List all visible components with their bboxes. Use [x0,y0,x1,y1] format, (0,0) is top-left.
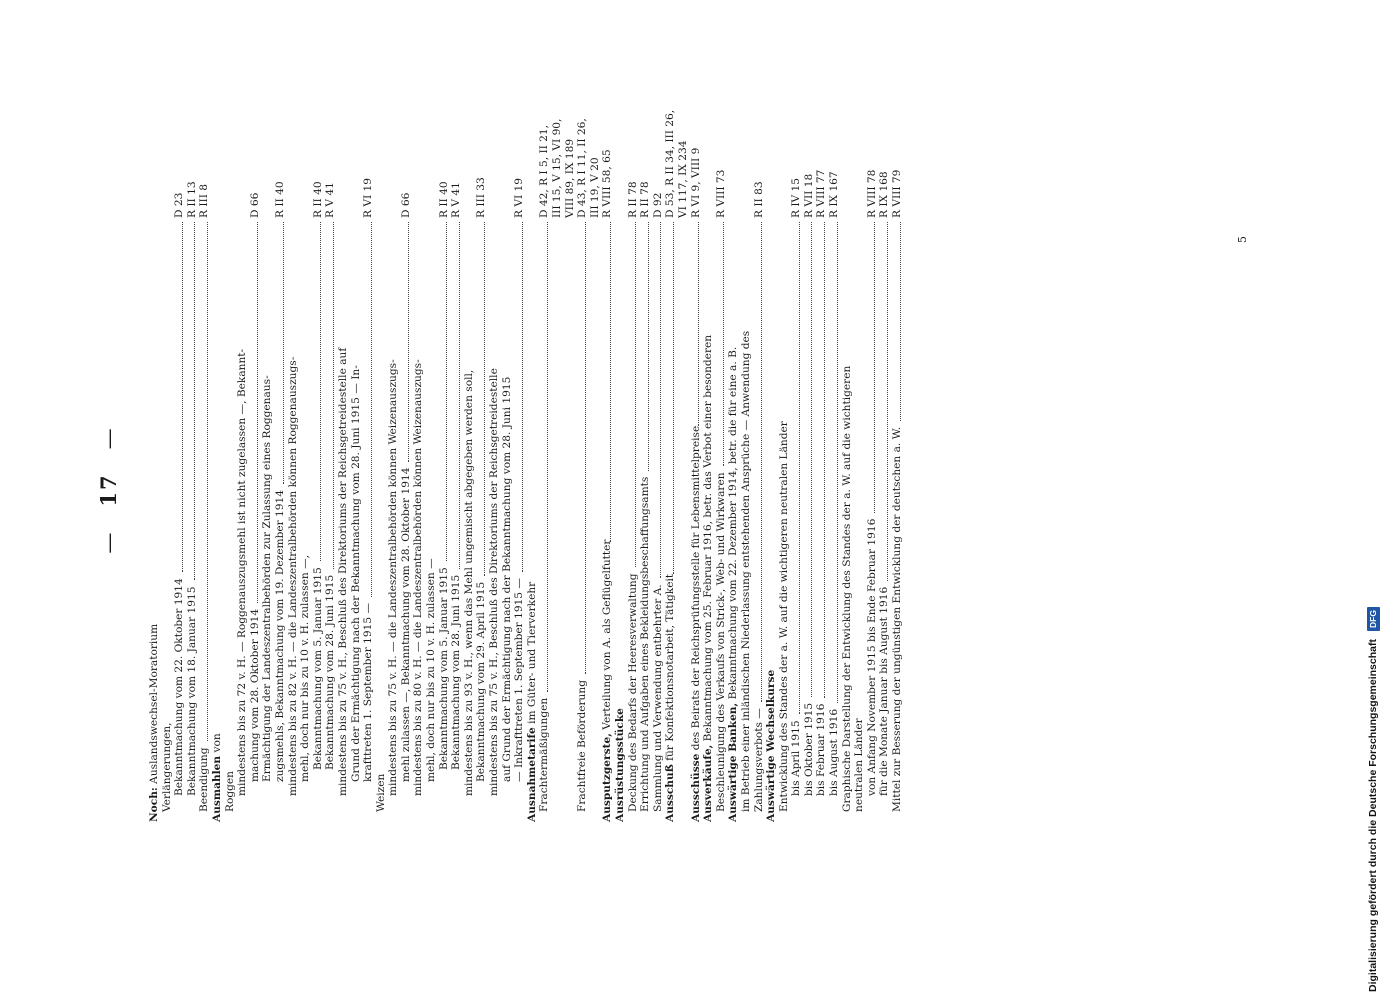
index-entry-text: Auslandswechsel-Moratorium [148,623,160,788]
index-entry [702,222,715,822]
page-reference: R VII 18 [802,173,815,218]
index-entry-text: Bekanntmachung vom 29. April 1915 [475,581,488,782]
index-entry [841,222,854,822]
page-reference [211,90,224,222]
page-reference: III 15, V 15, VI 90, [551,118,563,218]
index-entry-text: krafttreten 1. September 1915 — [362,602,375,782]
index-keyword: Ausschuß [664,764,677,822]
page-reference [765,90,778,222]
dot-leader [824,222,825,698]
page-reference: R II 40 [273,181,286,218]
index-entry-text: im Betrieb einer inländischen Niederlassung entstehenden Ansprüche — Anwendung des [739,330,752,812]
dfg-note [1364,8,1382,992]
page-reference: R V 41 [324,182,337,218]
dot-leader [194,222,195,581]
dot-leader [257,222,258,603]
page-reference: VIII 89, IX 189 [563,138,576,218]
index-entry [727,222,740,822]
page-reference: R IX 167 [828,171,841,218]
dot-leader [648,222,649,471]
page-reference [526,90,539,222]
page-reference: R IV 15 [790,177,803,218]
index-entry-text: Weizen [374,773,387,812]
index-keyword: Ausmahlen [210,755,223,822]
index-entry [715,222,728,822]
page-reference: D 53, R II 34, III 26, [664,109,677,218]
dfg-logo: DFG [1367,607,1380,631]
index-entry [198,222,211,822]
index-entry-continuation [677,222,690,822]
dot-leader [522,222,523,572]
index-entry [790,222,803,822]
page-reference: D 92 [651,192,664,218]
index-entry [299,222,312,822]
index-entry [450,222,463,822]
index-entry-text: mindestens bis zu 80 v. H. — die Landeszentralbehörden können Weizenauszugs- [412,359,425,796]
index-keyword: Ausnahmetarife [525,727,538,822]
index-entry [274,222,287,822]
index-entry-text: Verteilung von A. als Geflügelfutter [601,539,614,734]
page-reference: R II 78 [639,181,652,218]
page-reference: R VIII 77 [815,169,828,218]
page-reference: VI 117, IX 234 [676,140,689,218]
page-reference [614,90,627,222]
index-entry [236,222,249,822]
index-entry-text: Beschleunigung des Verkaufs von Strick-, Web- und Wirkwaren [714,472,727,812]
index-entry [312,222,325,822]
dot-leader [673,222,674,574]
index-entry-continuation [564,222,577,822]
dot-leader [900,222,901,421]
index-entry [891,222,904,822]
index-entry-text: Mittel zur Besserung der ungünstigen Entwicklung der deutschen a. W. [891,426,904,812]
dot-leader [585,222,586,674]
page-reference [702,90,715,222]
index-entry [878,222,891,822]
index-entry [224,222,237,822]
page-reference [236,90,249,222]
index-entry-text: Bekanntmachung vom 28. Juni 1915 [450,574,463,770]
page-reference [740,90,753,222]
dot-leader [837,222,838,703]
page-reference: R VIII 73 [714,169,727,218]
index-entry [866,222,879,822]
page-number [96,400,121,580]
index-entry [375,222,388,822]
index-entry-text: machung vom 28. Oktober 1914 [248,608,261,782]
dot-leader [761,222,762,702]
dot-leader [371,222,372,597]
index-entry-text: mindestens bis zu 75 v. H., Beschluß des Direktoriums der Reichsgetreidestelle auf [336,347,349,796]
index-entry-continuation [551,222,564,822]
page-reference: D 23 [173,192,186,218]
dot-leader [484,222,485,576]
index-entry-text: mindestens bis zu 75 v. H., Beschluß des Direktoriums der Reichsgetreidestelle [488,368,501,796]
index-entry [652,222,665,822]
index-entry-text: Beendigung [198,747,211,812]
page-number-dash-left: — [97,530,121,554]
index-entry-text: bis April 1915 [790,720,803,796]
index-entry [538,222,551,822]
index-entry [412,222,425,822]
index-entry [576,222,589,822]
index-entry-text: für die Monate Januar bis August 1916 [878,586,891,796]
dot-leader [283,222,284,484]
page-reference: D 43, R I 11, II 26, [576,118,589,218]
page-reference [161,90,174,222]
page-reference [425,90,438,222]
index-entry-text: für Konfektionsnotarbeit, Tätigkeit [664,573,677,765]
page-reference: R V 41 [450,182,463,218]
page-reference [224,90,237,222]
index-keyword: Ausschüsse [689,753,702,822]
page-reference [727,90,740,222]
page-reference [261,90,274,222]
index-entry [765,222,778,822]
index-entry-text: Deckung des Bedarfs der Heeresverwaltung [626,573,639,812]
page-reference: R II 40 [437,181,450,218]
dot-leader [610,222,611,542]
index-entry [362,222,375,822]
page-reference: R IX 168 [878,171,891,218]
index-entry-text: Bekanntmachung vom 22. Dezember 1914, betr. die für eine a. B. [727,346,740,703]
dot-leader [698,222,699,426]
dot-leader [811,222,812,697]
index-entry [614,222,627,822]
dot-leader [660,222,661,578]
index-entry-text: Bekanntmachung vom 18. Januar 1915 [185,586,198,796]
page-reference: R VIII 58, 65 [601,149,614,218]
index-entry [475,222,488,822]
index-entry-text: auf Grund der Ermächtigung nach der Bekanntmachung vom 28. Juni 1915 [500,376,513,782]
index-entry-text: bis Februar 1916 [815,703,828,796]
dot-leader [446,222,447,561]
page-reference [375,90,388,222]
index-entry [853,222,866,822]
page-reference [778,90,791,222]
index-entry-text: mehl zulassen —, Bekanntmachung vom 28. Oktober 1914 [399,467,412,782]
index-entry [337,222,350,822]
index-entry-text: Bekanntmachung vom 5. Januar 1915 [311,567,324,770]
index-entry-text: von Anfang November 1915 bis Ende Februar 1916 [865,518,878,796]
index-entry [815,222,828,822]
dot-leader [408,222,409,462]
index-entry-text: bis August 1916 [828,708,841,796]
dot-leader [874,222,875,513]
page-number-dash-right: — [97,426,121,450]
index-entry [753,222,766,822]
index-entry [350,222,363,822]
index-entry-text: Ermächtigung der Landeszentralbehörden zur Zulassung eines Roggenaus- [261,375,274,782]
page-reference [841,90,854,222]
page-reference [501,90,514,222]
index-entry [211,222,224,822]
index-entry [627,222,640,822]
index-entry-text: bis Oktober 1915 [802,702,815,796]
page-reference: R VI 19 [513,177,526,218]
index-entry-text: Sammlung und Verwendung entbehrter A. [651,584,664,812]
dot-leader [320,222,321,561]
index-entry [173,222,186,822]
index-entry [324,222,337,822]
index-entry-text: Entwicklung des Standes der a. W. auf die wichtigeren neutralen Länder [777,421,790,812]
page-reference [488,90,501,222]
page-reference: III 19, V 20 [588,157,601,218]
index-entry [828,222,841,822]
dot-leader [207,222,208,741]
page-reference: R VI 9, VIII 9 [689,147,702,218]
page-reference: D 66 [399,192,412,218]
index-entry [488,222,501,822]
index-entry [249,222,262,822]
index-entry-text: Bekanntmachung vom 28. Juni 1915 [324,574,337,770]
page-reference: R II 78 [626,181,639,218]
dot-leader [635,222,636,568]
index-entry-text: Graphische Darstellung der Entwicklung des Standes der a. W. auf die wichtigeren [840,365,853,812]
index-reference-column [148,90,904,222]
index-entry-text: Frachtfreie Beförderung [576,680,589,812]
index-entry [664,222,677,822]
footer-number: 5 [1236,236,1249,243]
index-entry [148,222,161,822]
page-reference [287,90,300,222]
index-entry-text: mindestens bis zu 72 v. H. — Roggenauszugsmehl ist nicht zugelassen —, Bekannt- [236,348,249,796]
index-entry [526,222,539,822]
dot-leader [887,222,888,581]
dfg-note-text: Digitalisierung gefördert durch die Deutsche Forschungsgemeinschaft [1367,639,1379,992]
index-entry [778,222,791,822]
page-reference: R III 33 [475,177,488,218]
index-entry-text: Bekanntmachung vom 5. Januar 1915 [437,567,450,770]
page-reference [387,90,400,222]
index-entry [287,222,300,822]
index-entry-text: des Beirats der Reichsprüfungsstelle für Lebensmittelpreise [689,425,702,754]
page-reference: R VIII 79 [891,169,904,218]
index-entry [513,222,526,822]
index-entry [639,222,652,822]
dot-leader [182,222,183,572]
index-keyword: Auswärtige Banken, [727,702,740,822]
dot-leader [547,222,548,692]
index-keyword: Noch: [148,787,160,822]
index-entry-text: — Inkrafttreten 1. September 1915 — [513,577,526,782]
index-entry [438,222,451,822]
page-reference [853,90,866,222]
page-reference: D 66 [248,192,261,218]
index-entry-text: Bekanntmachung vom 25. Februar 1916, betr. das Verbot einer besonderen [702,334,715,745]
index-entry [501,222,514,822]
index-entry-text: Zahlungsverbots — [752,708,765,812]
page-reference: R II 83 [752,181,765,218]
index-entry [690,222,703,822]
index-entry-text: mindestens bis zu 75 v. H. — die Landeszentralbehörden können Weizenauszugs- [387,359,400,796]
dot-leader [333,222,334,569]
page-reference: D 42, R I 5, II 21, [538,124,551,218]
index-entry-text: mehl, doch nur bis zu 10 v. H. zulassen —, [299,554,312,782]
dot-leader [799,222,800,714]
page-reference: R VI 19 [362,177,375,218]
index-entry [161,222,174,822]
index-keyword: Ausverkäufe, [702,744,715,822]
index-entry [186,222,199,822]
page-reference [463,90,476,222]
page-reference: R II 13 [185,181,198,218]
index-entry [400,222,413,822]
index-entry [601,222,614,822]
index-entry-text: neutralen Länder [853,718,866,812]
index-keyword: Ausrüstungsstücke [613,708,626,822]
index-entry-text: Bekanntmachung vom 22. Oktober 1914 [173,578,186,796]
dot-leader [723,222,724,466]
dfg-sidebar [1364,8,1382,992]
index-entry-text: mehl, doch nur bis zu 10 v. H. zulassen — [425,558,438,782]
page-reference [299,90,312,222]
page-reference: R II 40 [311,181,324,218]
index-entry-text: mindestens bis zu 93 v. H., wenn das Mehl ungemischt abgegeben werden soll, [462,369,475,796]
index-entry-text: Errichtung und Aufgaben eines Bekleidungsbeschaffungsamts [639,476,652,812]
index-entry-text: Roggen [223,770,236,812]
index-entry-continuation [589,222,602,822]
index-entry-text: Verlängerungen, [160,722,173,812]
dot-leader [459,222,460,569]
index-keyword: Auswärtige Wechselkurse [765,669,778,822]
index-entry [803,222,816,822]
index-entry-text: Frachtermäßigungen [538,697,551,812]
index-entry [463,222,476,822]
page-reference [350,90,363,222]
page-reference: R VIII 78 [865,169,878,218]
index-entry-text: zugsmehls, Bekanntmachung vom 19. Dezember 1914 [273,489,286,782]
page-reference [148,90,161,222]
page-number-value: 17 [96,473,121,507]
index-entry-text: Grund der Ermächtigung nach der Bekanntmachung vom 28. Juni 1915 — In- [349,365,362,782]
index-entry [740,222,753,822]
page-reference [412,90,425,222]
index-entry [387,222,400,822]
index-entry [261,222,274,822]
index-entry-text: von [210,733,223,756]
index-entry [425,222,438,822]
index-text-column [148,222,904,822]
page-reference: R III 8 [198,183,211,218]
index-entry-text: mindestens bis zu 82 v. H. — die Landeszentralbehörden können Roggenauszugs- [286,356,299,796]
index-entry-text: im Güter- und Tierverkehr [525,581,538,728]
index-keyword: Ausputzgerste, [601,733,614,822]
page-reference [337,90,350,222]
